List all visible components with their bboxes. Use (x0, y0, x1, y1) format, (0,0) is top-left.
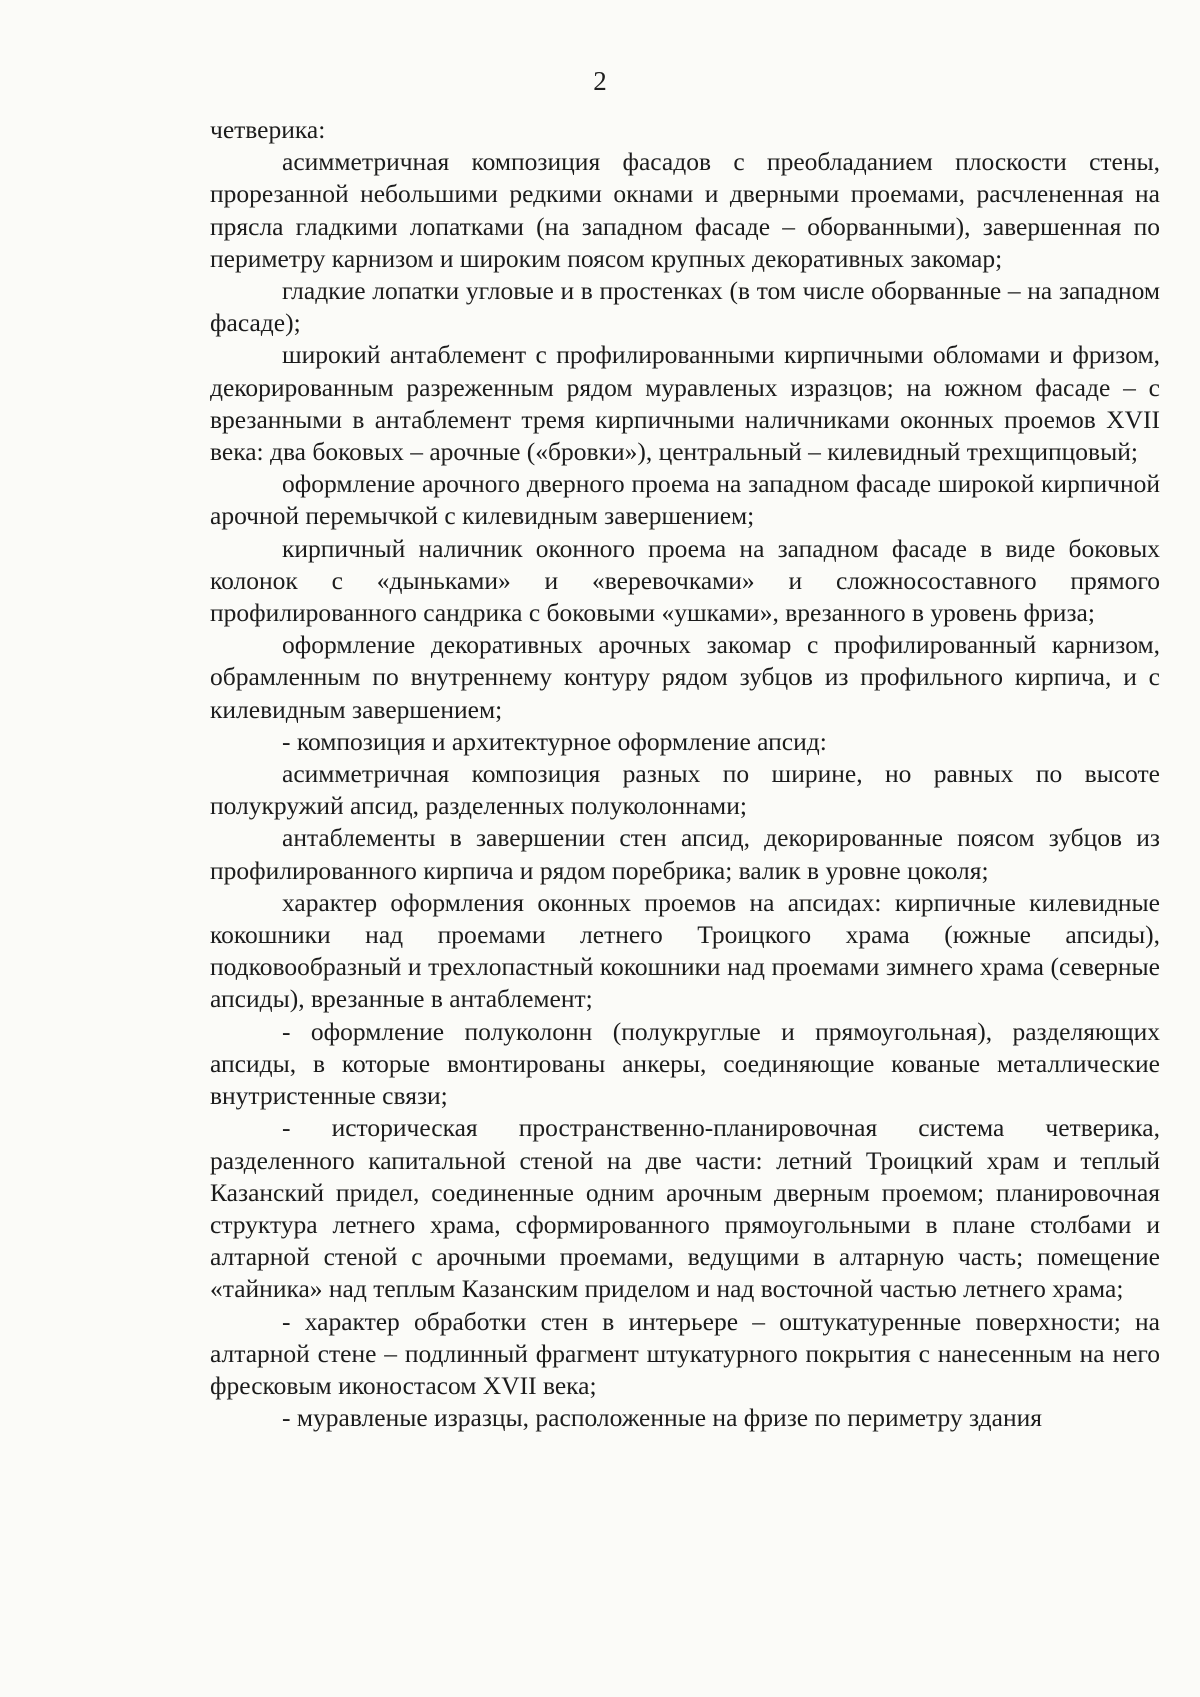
paragraph-5: оформление арочного дверного проема на западном фасаде широкой кирпичной арочной перемычкой с килевидным завершением; (210, 469, 1160, 531)
paragraph-10: антаблементы в завершении стен апсид, декорированные поясом зубцов из профилированного кирпича и рядом поребрика; валик в уровне цоколя; (210, 823, 1160, 885)
paragraph-11: характер оформления оконных проемов на апсидах: кирпичные килевидные кокошники над проемами летнего Троицкого храма (южные апсиды), подковообразный и трехлопастный кокошники над проемами зимнего храма (северные апсиды), врезанные в антаблемент; (210, 887, 1160, 1014)
paragraph-3: гладкие лопатки угловые и в простенках (в том числе оборванные – на западном фасаде); (210, 276, 1160, 338)
paragraph-6: кирпичный наличник оконного проема на западном фасаде в виде боковых колонок с «дыньками» и «веревочками» и сложносоставного прямого профилированного сандрика с боковыми «ушками», врезанного в уровень фриза; (210, 533, 1160, 628)
paragraph-8: - композиция и архитектурное оформление апсид: (282, 726, 827, 756)
paragraph-2: асимметричная композиция фасадов с преобладанием плоскости стены, прорезанной небольшими редкими окнами и дверными проемами, расчлененная на прясла гладкими лопатками (на западном фасаде – оборванными), завершенная по периметру карнизом и широким поясом крупных декоративных закомар; (210, 147, 1160, 273)
paragraph-15: - муравленые изразцы, расположенные на фризе по периметру здания (282, 1403, 1042, 1433)
paragraph-13: - историческая пространственно-планировочная система четверика, разделенного капитальной стеной на две части: летний Троицкий храм и теплый Казанский придел, соединенные одним арочным дверным проемом; планировочная структура летнего храма, сформированного прямоугольными в плане столбами и алтарной стеной с арочными проемами, ведущими в алтарную часть; помещение «тайника» над теплым Казанским приделом и над восточной частью летнего храма; (210, 1113, 1160, 1304)
paragraph-12: - оформление полуколонн (полукруглые и прямоугольная), разделяющих апсиды, в которые вмонтированы анкеры, соединяющие кованые металлические внутристенные связи; (210, 1016, 1160, 1111)
paragraph-4: широкий антаблемент с профилированными кирпичными обломами и фризом, декорированным разреженным рядом муравленых изразцов; на южном фасаде – с врезанными в антаблемент тремя кирпичными наличниками оконных проемов XVII века: два боковых – арочные («бровки»), центральный – килевидный трехщипцовый; (210, 340, 1160, 467)
paragraph-1: четверика: (210, 115, 326, 144)
page-number: 2 (593, 66, 607, 96)
paragraph-9: асимметричная композиция разных по ширине, но равных по высоте полукружий апсид, разделенных полуколоннами; (210, 759, 1160, 821)
paragraph-7: оформление декоративных арочных закомар с профилированный карнизом, обрамленным по внутреннему контуру рядом зубцов из профильного кирпича, и с килевидным завершением; (210, 630, 1160, 724)
document-body (210, 114, 1160, 1434)
paragraph-14: - характер обработки стен в интерьере – оштукатуренные поверхности; на алтарной стене – подлинный фрагмент штукатурного покрытия с нанесенным на него фресковым иконостасом XVII века; (210, 1306, 1160, 1400)
